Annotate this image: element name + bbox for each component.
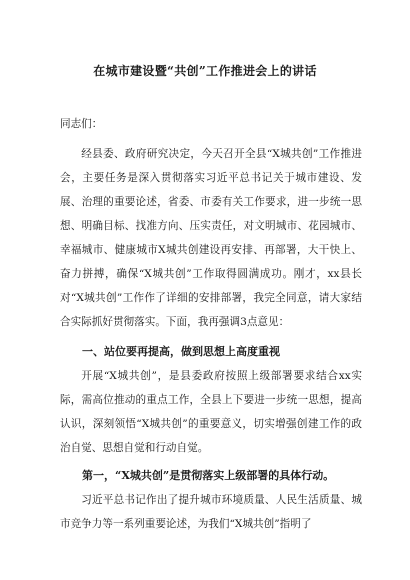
subsection-1-paragraph: 习近平总书记作出了提升城市环境质量、人民生活质量、城市竞争力等一系列重要论述，为我们“X城共创”指明了 <box>60 494 362 530</box>
intro-paragraph: 经县委、政府研究决定，今天召开全县“X城共创”工作推进会，主要任务是深入贯彻落实习近平总书记关于城市建设、发展、治理的重要论述，省委、市委有关工作要求，进一步统一思想、明确目标、找准方向、压实责任，对文明城市、花园城市、幸福城市、健康城市X城共创建设再安排、再部署，大干快上、奋力拼搏，确保“X城共创”工作取得圆满成功。刚才，xx县长对“X城共创”工作作了详细的安排部署，我完全同意，请大家结合实际抓好贯彻落实。下面，我再强调3点意见： <box>60 148 362 328</box>
section-1-heading: 一、站位要再提高，做到思想上高度重视 <box>82 345 280 358</box>
document-body <box>60 112 362 536</box>
salutation: 同志们： <box>60 118 103 130</box>
subsection-1-heading: 第一，“X城共创”是贯彻落实上级部署的具体行动。 <box>82 469 335 482</box>
section-1-paragraph: 开展“X城共创”，是县委政府按照上级部署要求结合xx实际，需高位推动的重点工作，全县上下要进一步统一思想，提高认识，深刻领悟“X城共创”的重要意义，切实增强创建工作的政治自觉、思想自觉和行动自觉。 <box>60 370 362 454</box>
document-title: 在城市建设暨“共创”工作推进会上的讲话 <box>93 64 317 78</box>
